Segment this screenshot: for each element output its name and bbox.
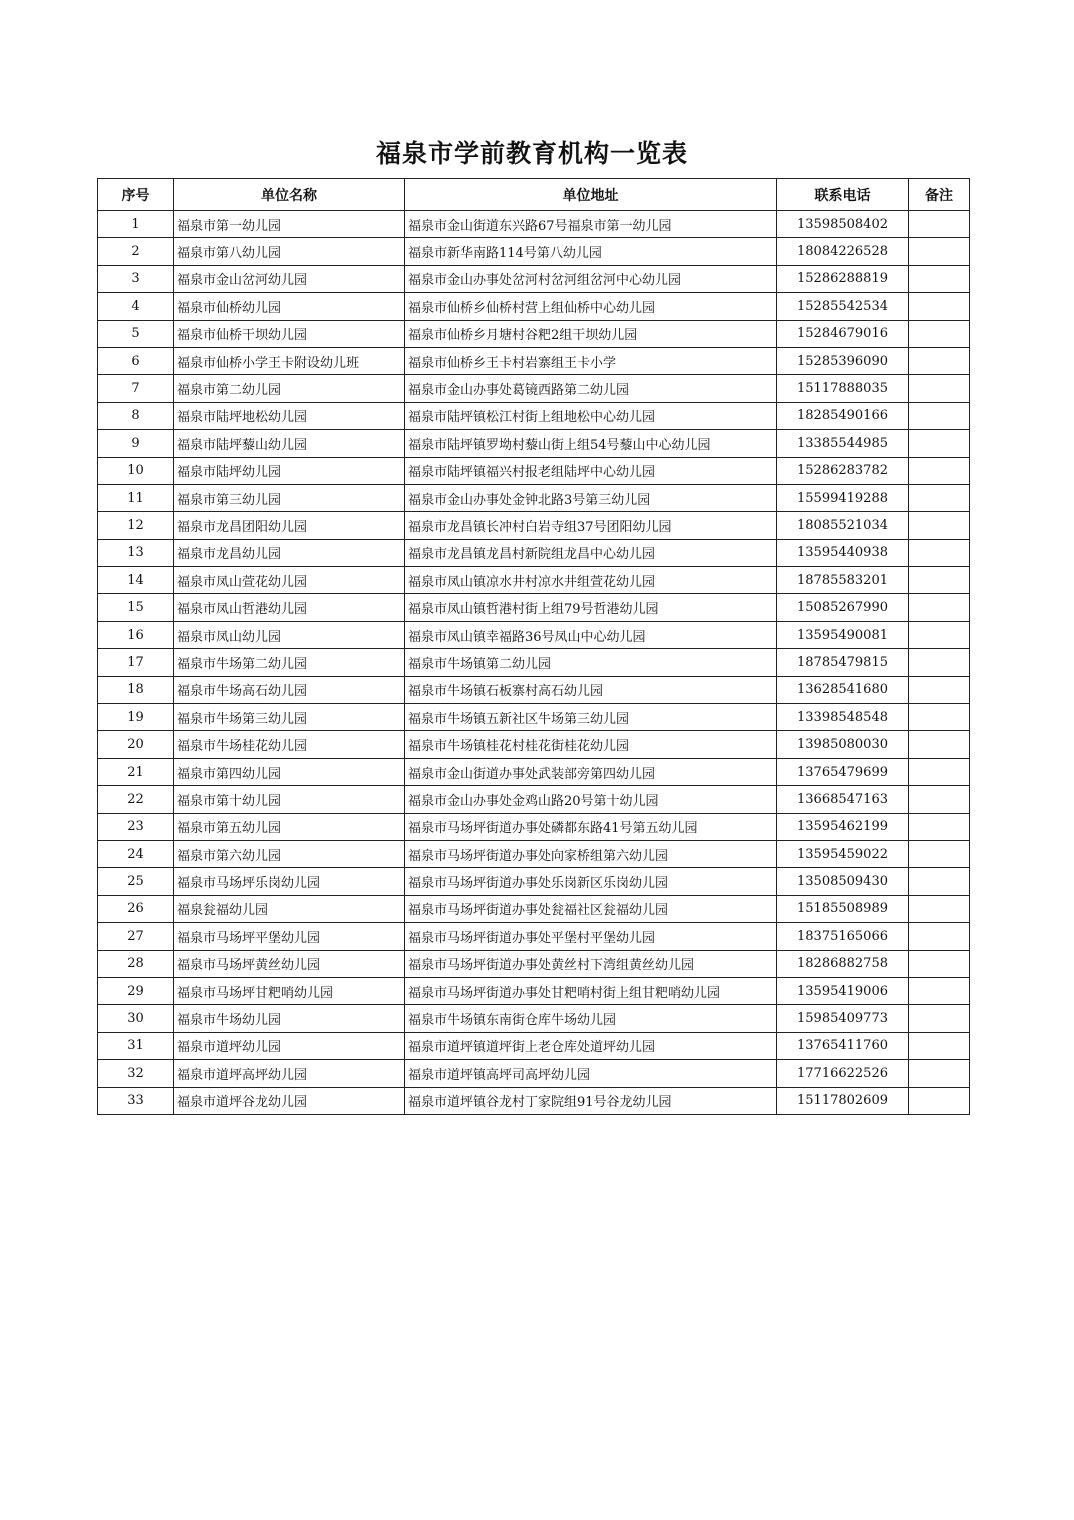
table-row xyxy=(98,293,970,320)
header-name: 单位名称 xyxy=(174,179,405,211)
cell-note xyxy=(909,293,970,320)
cell-index: 5 xyxy=(98,320,174,347)
cell-index: 12 xyxy=(98,512,174,539)
cell-address: 福泉市金山办事处岔河村岔河组岔河中心幼儿园 xyxy=(405,265,777,292)
cell-name: 福泉市马场坪甘粑哨幼儿园 xyxy=(174,977,405,1004)
cell-index: 19 xyxy=(98,704,174,731)
cell-name: 福泉市第十幼儿园 xyxy=(174,786,405,813)
cell-name: 福泉市第四幼儿园 xyxy=(174,758,405,785)
cell-name: 福泉市第三幼儿园 xyxy=(174,484,405,511)
cell-index: 23 xyxy=(98,813,174,840)
cell-address: 福泉市陆坪镇松江村街上组地松中心幼儿园 xyxy=(405,402,777,429)
institution-table xyxy=(97,178,970,1115)
table-row xyxy=(98,758,970,785)
table-row xyxy=(98,868,970,895)
cell-note xyxy=(909,1005,970,1032)
cell-index: 10 xyxy=(98,457,174,484)
header-note: 备注 xyxy=(909,179,970,211)
table-header-row xyxy=(98,179,970,211)
cell-note xyxy=(909,512,970,539)
cell-index: 32 xyxy=(98,1060,174,1087)
cell-address: 福泉市牛场镇第二幼儿园 xyxy=(405,649,777,676)
header-address: 单位地址 xyxy=(405,179,777,211)
cell-index: 14 xyxy=(98,567,174,594)
cell-index: 4 xyxy=(98,293,174,320)
cell-name: 福泉市牛场第三幼儿园 xyxy=(174,704,405,731)
cell-phone: 13595490081 xyxy=(777,621,909,648)
cell-address: 福泉市马场坪街道办事处乐岗新区乐岗幼儿园 xyxy=(405,868,777,895)
cell-index: 6 xyxy=(98,347,174,374)
cell-address: 福泉市牛场镇五新社区牛场第三幼儿园 xyxy=(405,704,777,731)
cell-address: 福泉市马场坪街道办事处瓮福社区瓮福幼儿园 xyxy=(405,895,777,922)
cell-address: 福泉市金山办事处金鸡山路20号第十幼儿园 xyxy=(405,786,777,813)
cell-phone: 18375165066 xyxy=(777,923,909,950)
table-row xyxy=(98,347,970,374)
cell-name: 福泉市仙桥小学王卡附设幼儿班 xyxy=(174,347,405,374)
cell-note xyxy=(909,649,970,676)
cell-address: 福泉市凤山镇凉水井村凉水井组萱花幼儿园 xyxy=(405,567,777,594)
cell-address: 福泉市牛场镇东南街仓库牛场幼儿园 xyxy=(405,1005,777,1032)
table-row xyxy=(98,512,970,539)
cell-note xyxy=(909,977,970,1004)
cell-index: 1 xyxy=(98,211,174,238)
cell-name: 福泉市马场坪平堡幼儿园 xyxy=(174,923,405,950)
cell-phone: 15599419288 xyxy=(777,484,909,511)
header-phone: 联系电话 xyxy=(777,179,909,211)
cell-name: 福泉市第八幼儿园 xyxy=(174,238,405,265)
cell-phone: 13595419006 xyxy=(777,977,909,1004)
cell-note xyxy=(909,1060,970,1087)
cell-note xyxy=(909,676,970,703)
table-row xyxy=(98,731,970,758)
table-row xyxy=(98,1005,970,1032)
cell-name: 福泉市马场坪黄丝幼儿园 xyxy=(174,950,405,977)
cell-phone: 15985409773 xyxy=(777,1005,909,1032)
cell-address: 福泉市马场坪街道办事处磷都东路41号第五幼儿园 xyxy=(405,813,777,840)
table-row xyxy=(98,402,970,429)
cell-note xyxy=(909,457,970,484)
table-row xyxy=(98,1032,970,1059)
cell-note xyxy=(909,375,970,402)
cell-index: 30 xyxy=(98,1005,174,1032)
cell-name: 福泉市凤山幼儿园 xyxy=(174,621,405,648)
cell-address: 福泉市金山办事处葛镜西路第二幼儿园 xyxy=(405,375,777,402)
cell-phone: 18785479815 xyxy=(777,649,909,676)
cell-address: 福泉市马场坪街道办事处平堡村平堡幼儿园 xyxy=(405,923,777,950)
cell-name: 福泉市马场坪乐岗幼儿园 xyxy=(174,868,405,895)
cell-phone: 13628541680 xyxy=(777,676,909,703)
cell-note xyxy=(909,1032,970,1059)
cell-address: 福泉市仙桥乡仙桥村营上组仙桥中心幼儿园 xyxy=(405,293,777,320)
cell-address: 福泉市马场坪街道办事处黄丝村下湾组黄丝幼儿园 xyxy=(405,950,777,977)
cell-note xyxy=(909,895,970,922)
cell-note xyxy=(909,704,970,731)
cell-index: 15 xyxy=(98,594,174,621)
cell-index: 28 xyxy=(98,950,174,977)
cell-note xyxy=(909,402,970,429)
cell-index: 3 xyxy=(98,265,174,292)
cell-address: 福泉市金山办事处金钟北路3号第三幼儿园 xyxy=(405,484,777,511)
cell-address: 福泉市龙昌镇龙昌村新院组龙昌中心幼儿园 xyxy=(405,539,777,566)
table-row xyxy=(98,813,970,840)
cell-name: 福泉市龙昌幼儿园 xyxy=(174,539,405,566)
cell-phone: 13668547163 xyxy=(777,786,909,813)
cell-phone: 15117802609 xyxy=(777,1087,909,1114)
cell-phone: 13595462199 xyxy=(777,813,909,840)
cell-phone: 13985080030 xyxy=(777,731,909,758)
table-body xyxy=(98,211,970,1115)
cell-phone: 15285396090 xyxy=(777,347,909,374)
cell-name: 福泉市牛场幼儿园 xyxy=(174,1005,405,1032)
cell-index: 20 xyxy=(98,731,174,758)
cell-note xyxy=(909,731,970,758)
cell-note xyxy=(909,868,970,895)
cell-note xyxy=(909,265,970,292)
table-row xyxy=(98,923,970,950)
cell-index: 2 xyxy=(98,238,174,265)
table-row xyxy=(98,840,970,867)
cell-name: 福泉市牛场第二幼儿园 xyxy=(174,649,405,676)
table-row xyxy=(98,594,970,621)
cell-index: 17 xyxy=(98,649,174,676)
cell-address: 福泉市新华南路114号第八幼儿园 xyxy=(405,238,777,265)
cell-phone: 15185508989 xyxy=(777,895,909,922)
table-row xyxy=(98,895,970,922)
cell-name: 福泉市第一幼儿园 xyxy=(174,211,405,238)
cell-note xyxy=(909,1087,970,1114)
cell-note xyxy=(909,621,970,648)
cell-name: 福泉市第五幼儿园 xyxy=(174,813,405,840)
cell-phone: 15284679016 xyxy=(777,320,909,347)
cell-index: 7 xyxy=(98,375,174,402)
cell-address: 福泉市道坪镇高坪司高坪幼儿园 xyxy=(405,1060,777,1087)
table-row xyxy=(98,430,970,457)
cell-address: 福泉市仙桥乡月塘村谷粑2组干坝幼儿园 xyxy=(405,320,777,347)
cell-phone: 13398548548 xyxy=(777,704,909,731)
cell-name: 福泉市道坪幼儿园 xyxy=(174,1032,405,1059)
table-row xyxy=(98,621,970,648)
cell-name: 福泉市凤山萱花幼儿园 xyxy=(174,567,405,594)
cell-index: 26 xyxy=(98,895,174,922)
table-row xyxy=(98,320,970,347)
cell-note xyxy=(909,950,970,977)
cell-index: 9 xyxy=(98,430,174,457)
table-row xyxy=(98,676,970,703)
cell-note xyxy=(909,786,970,813)
cell-phone: 13765411760 xyxy=(777,1032,909,1059)
cell-note xyxy=(909,594,970,621)
table-row xyxy=(98,211,970,238)
cell-name: 福泉市第二幼儿园 xyxy=(174,375,405,402)
table-row xyxy=(98,539,970,566)
cell-note xyxy=(909,211,970,238)
cell-index: 21 xyxy=(98,758,174,785)
header-index: 序号 xyxy=(98,179,174,211)
page-title: 福泉市学前教育机构一览表 xyxy=(375,139,688,168)
cell-index: 18 xyxy=(98,676,174,703)
cell-note xyxy=(909,567,970,594)
table-row xyxy=(98,265,970,292)
cell-name: 福泉市道坪高坪幼儿园 xyxy=(174,1060,405,1087)
cell-phone: 15085267990 xyxy=(777,594,909,621)
cell-note xyxy=(909,923,970,950)
cell-note xyxy=(909,539,970,566)
cell-phone: 18286882758 xyxy=(777,950,909,977)
table-row xyxy=(98,704,970,731)
table-row xyxy=(98,977,970,1004)
table-row xyxy=(98,375,970,402)
cell-phone: 13598508402 xyxy=(777,211,909,238)
cell-address: 福泉市金山街道办事处武装部旁第四幼儿园 xyxy=(405,758,777,785)
cell-name: 福泉市第六幼儿园 xyxy=(174,840,405,867)
cell-index: 24 xyxy=(98,840,174,867)
table-row xyxy=(98,649,970,676)
cell-note xyxy=(909,430,970,457)
cell-name: 福泉市牛场高石幼儿园 xyxy=(174,676,405,703)
cell-phone: 18785583201 xyxy=(777,567,909,594)
cell-address: 福泉市马场坪街道办事处甘粑哨村街上组甘粑哨幼儿园 xyxy=(405,977,777,1004)
cell-name: 福泉市凤山哲港幼儿园 xyxy=(174,594,405,621)
cell-phone: 18084226528 xyxy=(777,238,909,265)
cell-index: 16 xyxy=(98,621,174,648)
cell-phone: 18085521034 xyxy=(777,512,909,539)
cell-note xyxy=(909,840,970,867)
cell-name: 福泉市牛场桂花幼儿园 xyxy=(174,731,405,758)
table-row xyxy=(98,567,970,594)
cell-phone: 15117888035 xyxy=(777,375,909,402)
cell-name: 福泉市陆坪藜山幼儿园 xyxy=(174,430,405,457)
cell-phone: 15286283782 xyxy=(777,457,909,484)
cell-address: 福泉市道坪镇道坪街上老仓库处道坪幼儿园 xyxy=(405,1032,777,1059)
cell-address: 福泉市仙桥乡王卡村岩寨组王卡小学 xyxy=(405,347,777,374)
cell-index: 29 xyxy=(98,977,174,1004)
table-row xyxy=(98,950,970,977)
table-row xyxy=(98,238,970,265)
cell-note xyxy=(909,813,970,840)
cell-phone: 13385544985 xyxy=(777,430,909,457)
cell-name: 福泉市陆坪地松幼儿园 xyxy=(174,402,405,429)
cell-index: 31 xyxy=(98,1032,174,1059)
cell-address: 福泉市道坪镇谷龙村丁家院组91号谷龙幼儿园 xyxy=(405,1087,777,1114)
cell-address: 福泉市陆坪镇罗坳村藜山街上组54号藜山中心幼儿园 xyxy=(405,430,777,457)
cell-phone: 13595459022 xyxy=(777,840,909,867)
cell-note xyxy=(909,238,970,265)
cell-name: 福泉市金山岔河幼儿园 xyxy=(174,265,405,292)
cell-address: 福泉市金山街道东兴路67号福泉市第一幼儿园 xyxy=(405,211,777,238)
cell-address: 福泉市凤山镇幸福路36号凤山中心幼儿园 xyxy=(405,621,777,648)
table-row xyxy=(98,786,970,813)
cell-note xyxy=(909,758,970,785)
cell-note xyxy=(909,347,970,374)
cell-name: 福泉市陆坪幼儿园 xyxy=(174,457,405,484)
cell-address: 福泉市牛场镇石板寨村高石幼儿园 xyxy=(405,676,777,703)
cell-phone: 18285490166 xyxy=(777,402,909,429)
cell-phone: 13595440938 xyxy=(777,539,909,566)
cell-phone: 13765479699 xyxy=(777,758,909,785)
cell-index: 13 xyxy=(98,539,174,566)
cell-address: 福泉市马场坪街道办事处向家桥组第六幼儿园 xyxy=(405,840,777,867)
cell-phone: 15285542534 xyxy=(777,293,909,320)
table-row xyxy=(98,484,970,511)
cell-phone: 15286288819 xyxy=(777,265,909,292)
cell-note xyxy=(909,484,970,511)
table-row xyxy=(98,457,970,484)
cell-phone: 13508509430 xyxy=(777,868,909,895)
cell-name: 福泉瓮福幼儿园 xyxy=(174,895,405,922)
cell-address: 福泉市龙昌镇长冲村白岩寺组37号团阳幼儿园 xyxy=(405,512,777,539)
cell-address: 福泉市陆坪镇福兴村报老组陆坪中心幼儿园 xyxy=(405,457,777,484)
cell-name: 福泉市仙桥干坝幼儿园 xyxy=(174,320,405,347)
cell-index: 25 xyxy=(98,868,174,895)
cell-index: 33 xyxy=(98,1087,174,1114)
cell-name: 福泉市龙昌团阳幼儿园 xyxy=(174,512,405,539)
cell-index: 27 xyxy=(98,923,174,950)
cell-address: 福泉市牛场镇桂花村桂花街桂花幼儿园 xyxy=(405,731,777,758)
cell-note xyxy=(909,320,970,347)
cell-name: 福泉市仙桥幼儿园 xyxy=(174,293,405,320)
table-row xyxy=(98,1087,970,1114)
cell-index: 22 xyxy=(98,786,174,813)
cell-index: 8 xyxy=(98,402,174,429)
cell-name: 福泉市道坪谷龙幼儿园 xyxy=(174,1087,405,1114)
cell-index: 11 xyxy=(98,484,174,511)
cell-address: 福泉市凤山镇哲港村街上组79号哲港幼儿园 xyxy=(405,594,777,621)
cell-phone: 17716622526 xyxy=(777,1060,909,1087)
table-row xyxy=(98,1060,970,1087)
